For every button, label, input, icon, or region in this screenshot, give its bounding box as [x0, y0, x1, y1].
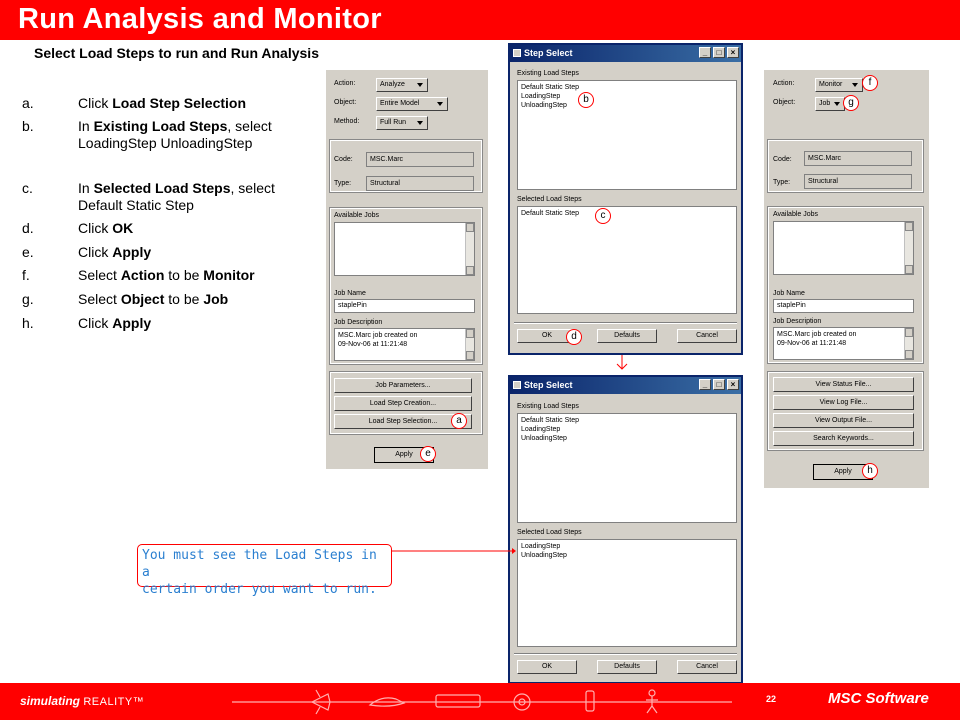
page-number: 22 [766, 694, 777, 704]
page-title: Run Analysis and Monitor [18, 3, 382, 35]
chevron-down-icon [852, 83, 858, 87]
step-text-part: Click [78, 315, 113, 331]
job-description-line: MSC.Marc job created on [777, 331, 857, 338]
scroll-up-icon[interactable] [905, 222, 913, 231]
available-jobs-list[interactable] [334, 222, 475, 276]
step-text-part: , select Default Static Step [78, 180, 275, 213]
callout-line: certain order you want to run. [142, 582, 377, 597]
code-label: Code: [773, 156, 792, 163]
step-text-part: Select [78, 291, 121, 307]
footer-brand [20, 694, 144, 708]
action-dropdown[interactable] [815, 78, 863, 92]
marker-a: a [451, 413, 467, 429]
step-item [22, 267, 312, 284]
code-field: MSC.Marc [366, 152, 474, 167]
minimize-icon[interactable]: _ [699, 379, 711, 390]
list-item[interactable]: Default Static Step [521, 84, 579, 91]
scroll-up-icon[interactable] [905, 328, 913, 337]
view-status-file-button[interactable]: View Status File... [773, 377, 914, 392]
view-log-file-button[interactable]: View Log File... [773, 395, 914, 410]
view-output-file-button[interactable]: View Output File... [773, 413, 914, 428]
object-dropdown[interactable] [376, 97, 448, 111]
step-letter: h. [22, 315, 34, 331]
object-value: Job [819, 100, 831, 107]
type-field: Structural [804, 174, 912, 189]
defaults-button[interactable]: Defaults [597, 660, 657, 674]
object-label: Object: [773, 99, 796, 106]
step-letter: b. [22, 118, 34, 134]
job-name-input[interactable]: staplePin [334, 299, 475, 313]
search-keywords-button[interactable]: Search Keywords... [773, 431, 914, 446]
phone-icon [586, 691, 594, 711]
scrollbar[interactable] [465, 329, 474, 360]
step-text [78, 244, 312, 261]
available-jobs-label: Available Jobs [773, 211, 819, 218]
step-keyword: Object [120, 291, 165, 307]
object-dropdown[interactable] [815, 97, 845, 111]
page-subtitle: Select Load Steps to run and Run Analysis [34, 45, 319, 61]
code-field: MSC.Marc [804, 151, 912, 166]
method-value: Full Run [380, 119, 407, 126]
separator [514, 322, 737, 324]
step-item [22, 244, 312, 261]
step-letter: f. [22, 267, 30, 283]
list-item[interactable]: Default Static Step [521, 417, 579, 424]
type-label: Type: [773, 179, 791, 186]
brand-reality: REALITY™ [83, 696, 145, 708]
person-head-icon [649, 690, 655, 696]
app-icon [513, 49, 521, 57]
existing-load-steps-label: Existing Load Steps [517, 70, 579, 77]
scroll-down-icon[interactable] [905, 265, 913, 274]
dialog-title: Step Select [510, 377, 741, 394]
marker-b: b [578, 92, 594, 108]
step-keyword: Load Step Selection [112, 95, 247, 111]
job-description-line: 09-Nov-06 at 11:21:48 [338, 341, 408, 348]
step-text-part: In [78, 180, 94, 196]
scroll-down-icon[interactable] [466, 351, 474, 360]
analysis-form-analyze [326, 70, 488, 469]
action-value: Monitor [819, 81, 843, 88]
order-note-callout [137, 544, 392, 597]
existing-load-steps-list[interactable] [517, 413, 737, 523]
list-item[interactable]: Default Static Step [521, 210, 579, 217]
maximize-icon[interactable]: □ [713, 47, 725, 58]
load-step-selection-button[interactable]: Load Step Selection... [334, 414, 472, 429]
job-parameters-button[interactable]: Job Parameters... [334, 378, 472, 393]
apply-button[interactable]: Apply [813, 464, 873, 480]
selected-load-steps-label: Selected Load Steps [517, 529, 582, 536]
marker-g: g [843, 95, 859, 111]
existing-load-steps-list[interactable] [517, 80, 737, 190]
train-icon [436, 695, 480, 707]
dialog-title: Step Select [510, 45, 741, 62]
load-step-creation-button[interactable]: Load Step Creation... [334, 396, 472, 411]
chevron-down-icon [437, 102, 443, 106]
step-text [78, 220, 312, 237]
list-item[interactable]: LoadingStep [521, 426, 561, 433]
list-item[interactable]: LoadingStep [521, 543, 561, 550]
marker-c: c [595, 208, 611, 224]
scrollbar[interactable] [904, 328, 913, 359]
down-arrow-icon [612, 355, 632, 371]
step-text-part: Click [78, 95, 113, 111]
marker-e: e [420, 446, 436, 462]
callout-arrow-icon [392, 540, 516, 556]
method-dropdown[interactable] [376, 116, 428, 130]
object-label: Object: [334, 99, 357, 106]
step-item [22, 291, 312, 308]
analysis-form-monitor [764, 70, 929, 488]
marker-f: f [862, 75, 878, 91]
step-keyword: Existing Load Steps [93, 118, 228, 134]
step-text [78, 291, 312, 308]
job-description-input[interactable] [773, 327, 914, 360]
scrollbar[interactable] [904, 222, 913, 274]
chevron-down-icon [417, 83, 423, 87]
available-jobs-list[interactable] [773, 221, 914, 275]
type-label: Type: [334, 180, 352, 187]
job-description-input[interactable] [334, 328, 475, 361]
step-keyword: Monitor [203, 267, 255, 283]
step-text-part: to be [164, 267, 204, 283]
scroll-down-icon[interactable] [466, 266, 474, 275]
step-keyword: Apply [112, 244, 152, 260]
available-jobs-label: Available Jobs [334, 212, 380, 219]
job-name-input[interactable]: staplePin [773, 299, 914, 313]
marker-h: h [862, 463, 878, 479]
step-text-part: Select [78, 267, 121, 283]
app-icon [513, 381, 521, 389]
selected-load-steps-list[interactable] [517, 539, 737, 647]
step-text-part: Click [78, 220, 113, 236]
ok-button[interactable]: OK [517, 329, 577, 343]
step-select-dialog-top [508, 43, 743, 355]
step-text [78, 95, 312, 112]
close-icon[interactable]: × [727, 47, 739, 58]
step-text-part: to be [164, 291, 204, 307]
step-text [78, 180, 312, 214]
step-item [22, 118, 312, 152]
action-label: Action: [334, 80, 356, 87]
step-keyword: Apply [112, 315, 152, 331]
apply-button[interactable]: Apply [374, 447, 434, 463]
minimize-icon[interactable]: _ [699, 47, 711, 58]
msc-software-logo: MSC Software [828, 690, 929, 707]
existing-load-steps-label: Existing Load Steps [517, 403, 579, 410]
selected-load-steps-label: Selected Load Steps [517, 196, 582, 203]
callout-line: You must see the Load Steps in a [142, 548, 377, 580]
step-text-part: In [78, 118, 94, 134]
list-item[interactable]: UnloadingStep [521, 435, 567, 442]
action-value: Analyze [380, 81, 405, 88]
ok-button[interactable]: OK [517, 660, 577, 674]
chevron-down-icon [834, 102, 840, 106]
step-letter: e. [22, 244, 34, 260]
cancel-button[interactable]: Cancel [677, 660, 737, 674]
chevron-down-icon [417, 121, 423, 125]
step-keyword: Job [203, 291, 229, 307]
list-item[interactable]: UnloadingStep [521, 552, 567, 559]
scrollbar[interactable] [465, 223, 474, 275]
step-keyword: OK [112, 220, 134, 236]
selected-load-steps-list[interactable] [517, 206, 737, 314]
close-icon[interactable]: × [727, 379, 739, 390]
job-description-label: Job Description [773, 318, 822, 325]
job-name-label: Job Name [773, 290, 805, 297]
step-text-part: , select LoadingStep UnloadingStep [78, 118, 272, 151]
action-dropdown[interactable] [376, 78, 428, 92]
step-item [22, 220, 312, 237]
object-value: Entire Model [380, 100, 420, 107]
code-label: Code: [334, 156, 353, 163]
type-field: Structural [366, 176, 474, 191]
step-item [22, 180, 312, 214]
step-text [78, 267, 312, 284]
step-letter: d. [22, 220, 34, 236]
separator [514, 653, 737, 655]
job-description-line: 09-Nov-06 at 11:21:48 [777, 340, 847, 347]
job-description-label: Job Description [334, 319, 383, 326]
job-name-label: Job Name [334, 290, 366, 297]
step-select-dialog-bottom [508, 375, 743, 684]
method-label: Method: [334, 118, 360, 125]
scroll-up-icon[interactable] [466, 223, 474, 232]
step-item [22, 95, 312, 112]
cancel-button[interactable]: Cancel [677, 329, 737, 343]
step-letter: a. [22, 95, 34, 111]
step-text [78, 118, 312, 152]
defaults-button[interactable]: Defaults [597, 329, 657, 343]
step-text [78, 315, 312, 332]
step-keyword: Selected Load Steps [93, 180, 231, 196]
scroll-down-icon[interactable] [905, 350, 913, 359]
step-item [22, 315, 312, 332]
marker-d: d [566, 329, 582, 345]
step-keyword: Action [120, 267, 165, 283]
maximize-icon[interactable]: □ [713, 379, 725, 390]
scroll-up-icon[interactable] [466, 329, 474, 338]
footer-industry-icons [232, 686, 732, 718]
person-icon [646, 696, 658, 713]
step-letter: c. [22, 180, 33, 196]
job-description-line: MSC.Marc job created on [338, 332, 418, 339]
step-letter: g. [22, 291, 34, 307]
list-item[interactable]: LoadingStep [521, 93, 561, 100]
step-text-part: Click [78, 244, 113, 260]
brand-simulating: simulating [20, 694, 81, 708]
list-item[interactable]: UnloadingStep [521, 102, 567, 109]
action-label: Action: [773, 80, 795, 87]
